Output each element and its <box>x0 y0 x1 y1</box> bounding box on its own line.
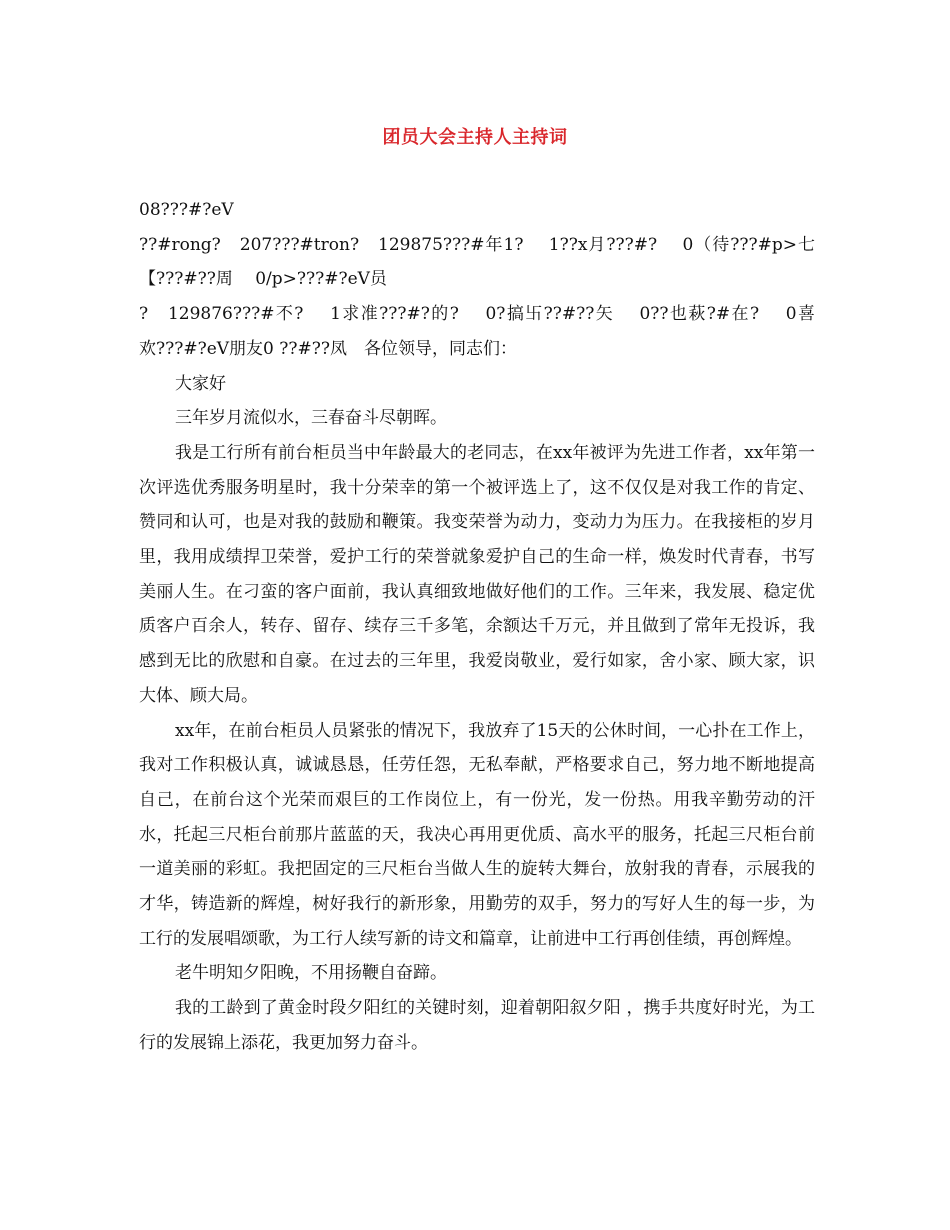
paragraph-greeting: 大家好 <box>175 373 226 394</box>
paragraph-body-3: 我的工龄到了黄金时段夕阳红的关键时刻，迎着朝阳叙夕阳 ，携手共度好时光，为工行的发展锦上添花，我更加努力奋斗。 <box>139 998 815 1053</box>
garbled-line-1: 08???#?eV <box>139 200 234 220</box>
paragraph-verse-2: 老牛明知夕阳晚，不用扬鞭自奋蹄。 <box>175 963 447 984</box>
paragraph-body-1: 我是工行所有前台柜员当中年龄最大的老同志，在xx年被评为先进工作者，xx年第一次评选优秀服务明星时，我十分荣幸的第一个被评选上了，这不仅仅是对我工作的肯定、赞同和认可，也是对我的鼓励和鞭策。我变荣誉为动力，变动力为压力。在我接柜的岁月里，我用成绩捍卫荣誉，爱护工行的荣誉就象爱护自己的生命一样，焕发时代青春，书写美丽人生。在刁蛮的客户面前，我认真细致地做好他们的工作。三年来，我发展、稳定优质客户百余人，转存、留存、续存三千多笔，余额达千万元，并且做到了常年无投诉，我感到无比的欣慰和自豪。在过去的三年里，我爱岗敬业，爱行如家，舍小家、顾大家，识大体、顾大局。 <box>139 442 815 706</box>
garbled-line-3: ? 129876???#不? 1求准???#?的? 0?搞卐??#??矢 0??也萩?#在? 0喜欢???#?eV朋友0 ??#??凤 各位领导，同志们： <box>139 304 815 359</box>
paragraph-body-2: xx年，在前台柜员人员紧张的情况下，我放弃了15天的公休时间，一心扑在工作上，我对工作积极认真，诚诚恳恳，任劳任怨，无私奉献，严格要求自己，努力地不断地提高自己，在前台这个光荣而艰巨的工作岗位上，有一份光，发一份热。用我辛勤劳动的汗水，托起三尺柜台前那片蓝蓝的天，我决心再用更优质、高水平的服务，托起三尺柜台前一道美丽的彩虹。我把固定的三尺柜台当做人生的旋转大舞台，放射我的青春，示展我的才华，铸造新的辉煌，树好我行的新形象，用勤劳的双手，努力的写好人生的每一步，为工行的发展唱颂歌，为工行人续写新的诗文和篇章，让前进中工行再创佳绩，再创辉煌。 <box>139 720 815 949</box>
document-body <box>139 193 815 1061</box>
paragraph-verse-1: 三年岁月流似水，三春奋斗尽朝晖。 <box>175 408 447 429</box>
document-title: 团员大会主持人主持词 <box>382 127 568 148</box>
garbled-line-2: ??#rong? 207???#tron? 129875???#年1? 1??x月???#? 0（待???#p>七【???#??周 0/p>???#?eV员 <box>139 234 815 290</box>
